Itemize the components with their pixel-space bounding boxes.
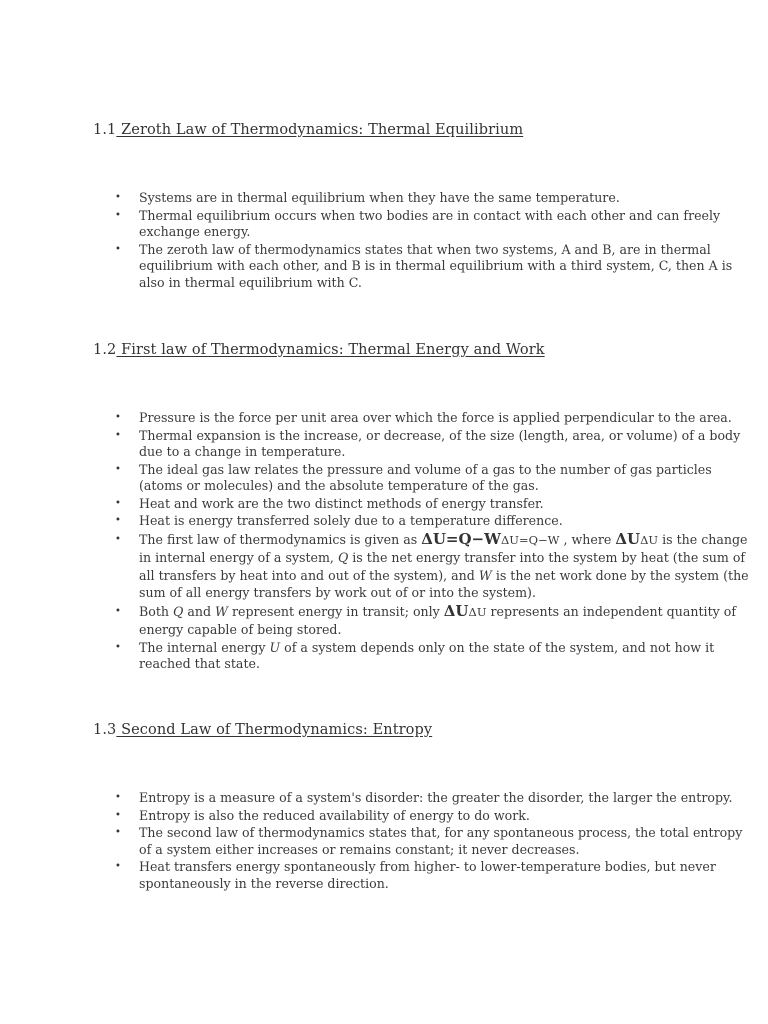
text-run: represent energy in transit; only xyxy=(227,603,444,619)
equation-inline: ΔU xyxy=(468,604,487,619)
variable-q: Q xyxy=(173,603,184,619)
section-number: 1.1 xyxy=(93,122,117,138)
list-item-internal-energy xyxy=(0,640,768,673)
list-item-text: Thermal equilibrium occurs when two bodies are in contact with each other and can freely exchange energy. xyxy=(139,207,721,239)
list-item-text: Thermal expansion is the increase, or decrease, of the size (length, area, or volume) of a body due to a change in temperature. xyxy=(139,427,741,459)
equation-display: ΔU xyxy=(443,601,469,620)
text-run: and xyxy=(183,603,216,619)
list-item-text: Heat is energy transferred solely due to a temperature difference. xyxy=(139,513,563,528)
list-item-text: Heat and work are the two distinct methods of energy transfer. xyxy=(139,495,544,511)
bullet-list xyxy=(0,190,768,292)
equation-inline: ΔU=Q−W xyxy=(500,532,560,547)
variable-w: W xyxy=(478,567,492,583)
list-item xyxy=(0,808,768,825)
bullet-icon: • xyxy=(115,429,121,441)
bullet-icon: • xyxy=(115,809,121,821)
variable-q: Q xyxy=(337,550,349,565)
list-item xyxy=(0,410,768,427)
text-run: is the change in internal energy of a system, xyxy=(139,531,748,565)
list-item xyxy=(0,462,768,495)
list-item xyxy=(0,190,768,207)
section-title: Second Law of Thermodynamics: Entropy xyxy=(116,722,433,738)
list-item-text: Systems are in thermal equilibrium when they have the same temperature. xyxy=(139,190,620,205)
bullet-icon: • xyxy=(115,497,121,509)
list-item-text: Entropy is also the reduced availability of energy to do work. xyxy=(139,807,530,823)
text-run: of a system depends only on the state of the system, and not how it reached that state. xyxy=(139,639,715,671)
list-item-text: The ideal gas law relates the pressure and volume of a gas to the number of gas particles (atoms or molecules) and the absolute temperature of the gas. xyxy=(139,461,712,493)
bullet-icon: • xyxy=(115,605,121,617)
text-run: Both xyxy=(139,603,174,619)
list-item-both xyxy=(0,603,768,639)
variable-w: W xyxy=(215,603,228,619)
list-item xyxy=(0,825,768,858)
list-item-first-law xyxy=(0,531,768,602)
bullet-icon: • xyxy=(115,515,121,526)
list-item-text: The second law of thermodynamics states that, for any spontaneous process, the total entropy of a system either increases or remains constant; it never decreases. xyxy=(139,825,743,857)
section-heading xyxy=(93,722,432,738)
equation-inline: ΔU xyxy=(640,532,659,547)
bullet-icon: • xyxy=(115,641,121,653)
text-run: is the net energy transfer into the system by heat (the sum of all transfers by heat into and out of the system), and xyxy=(139,550,746,583)
section-heading xyxy=(93,122,523,138)
list-item xyxy=(0,859,768,892)
bullet-icon: • xyxy=(115,192,121,203)
equation-display: ΔU xyxy=(615,529,641,548)
bullet-list xyxy=(0,790,768,893)
list-item xyxy=(0,496,768,513)
bullet-icon: • xyxy=(115,861,121,872)
list-item xyxy=(0,428,768,461)
list-item xyxy=(0,790,768,807)
bullet-icon: • xyxy=(115,792,121,803)
text-run: The internal energy xyxy=(139,639,270,655)
list-item-text: Entropy is a measure of a system's disorder: the greater the disorder, the larger the entropy. xyxy=(139,790,733,805)
list-item xyxy=(0,513,768,530)
section-number: 1.2 xyxy=(93,342,117,358)
list-item xyxy=(0,242,768,292)
list-item xyxy=(0,208,768,241)
section-heading xyxy=(93,342,545,358)
text-run: is the net work done by the system (the sum of all energy transfers by work out of or into the system). xyxy=(139,567,749,600)
list-item-text: The zeroth law of thermodynamics states that when two systems, A and B, are in thermal equilibrium with each other, and B is in thermal equilibrium with a third system, C, then A is also in thermal equilibrium with C. xyxy=(139,241,733,290)
bullet-icon: • xyxy=(115,243,121,255)
bullet-icon: • xyxy=(115,463,121,475)
bullet-icon: • xyxy=(115,209,121,221)
section-title: First law of Thermodynamics: Thermal Energy and Work xyxy=(116,342,545,358)
bullet-icon: • xyxy=(115,412,121,423)
list-item-text: Pressure is the force per unit area over which the force is applied perpendicular to the area. xyxy=(139,410,732,425)
equation-display: ΔU=Q−W xyxy=(421,529,501,548)
bullet-icon: • xyxy=(115,827,121,838)
bullet-list xyxy=(0,410,768,674)
text-run: represents an independent quantity of energy capable of being stored. xyxy=(139,603,736,637)
section-title: Zeroth Law of Thermodynamics: Thermal Equilibrium xyxy=(116,122,524,138)
text-run: , where xyxy=(559,531,616,547)
text-run: The first law of thermodynamics is given as xyxy=(139,531,422,547)
list-item-text: Heat transfers energy spontaneously from higher- to lower-temperature bodies, but never spontaneously in the reverse direction. xyxy=(139,859,716,891)
section-number: 1.3 xyxy=(93,722,117,738)
bullet-icon: • xyxy=(115,533,121,545)
variable-u: U xyxy=(269,639,281,655)
